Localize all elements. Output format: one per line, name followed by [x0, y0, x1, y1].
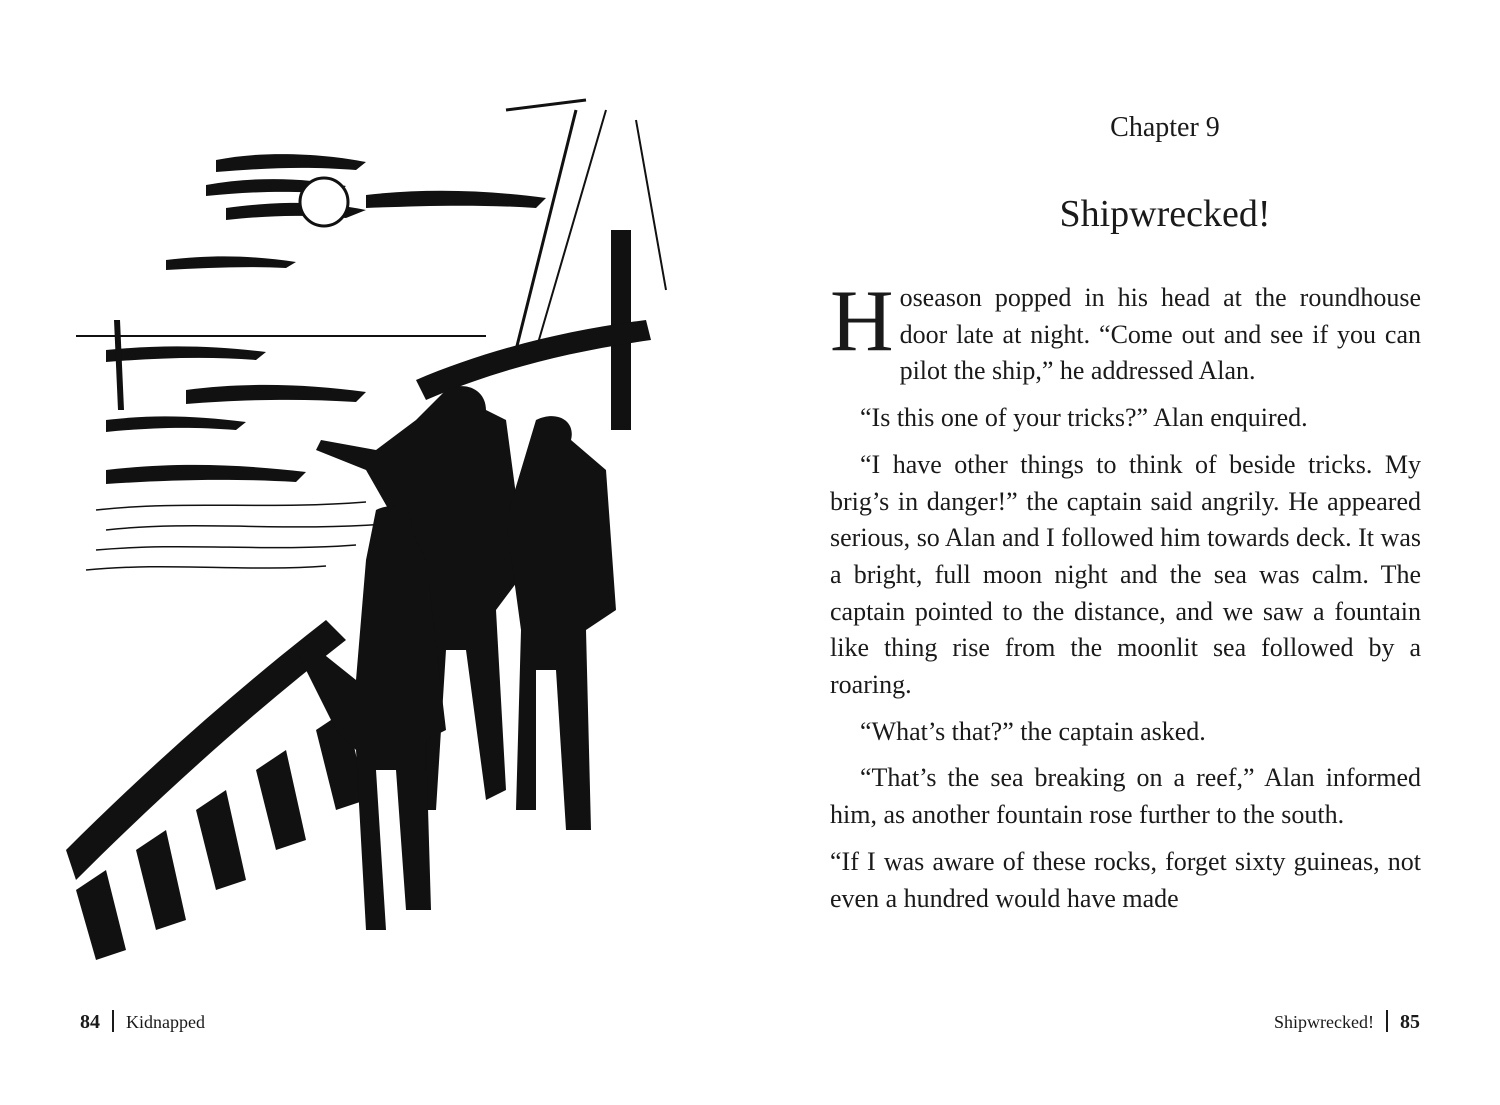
footer-separator: [1386, 1010, 1388, 1032]
reef-fountain: [114, 320, 124, 410]
ship-rigging: [506, 100, 666, 350]
moon: [300, 178, 348, 226]
right-page-footer: [1274, 1010, 1420, 1034]
paragraph-2: “Is this one of your tricks?” Alan enquired.: [860, 403, 1308, 433]
paragraph-4: “What’s that?” the captain asked.: [860, 716, 1206, 746]
ship-deck-illustration: [66, 90, 676, 960]
paragraph-6: “If I was aware of these rocks, forget sixty guineas, not even a hundred would have made: [830, 846, 1421, 913]
paragraph-3: “I have other things to think of beside tricks. My brig’s in danger!” the captain said angrily. He appeared serious, so Alan and I followed him towards deck. It was a bright, full moon night and the sea was calm. The captain pointed to the distance, and we saw a fountain like thing rise from the moonlit sea followed by a roaring.: [830, 449, 1421, 700]
left-page-footer: [80, 1010, 205, 1034]
footer-separator: [112, 1010, 114, 1032]
ship-deck-illustration-svg: [66, 90, 676, 960]
drop-cap: H: [830, 273, 894, 370]
paragraph-5: “That’s the sea breaking on a reef,” Alan informed him, as another fountain rose further to the south.: [830, 763, 1421, 830]
right-running-head: Shipwrecked!: [1274, 1012, 1374, 1032]
paragraph-1: [830, 273, 1421, 390]
chapter-body-text: [830, 273, 1421, 917]
chapter-title: Shipwrecked!: [1059, 193, 1271, 235]
figures-on-deck: [296, 386, 616, 930]
paragraph-1-text: oseason popped in his head at the roundhouse door late at night. “Come out and see if you can pilot the ship,” he addressed Alan.: [899, 283, 1421, 386]
left-running-head: Kidnapped: [126, 1012, 205, 1032]
left-page-number: 84: [80, 1011, 100, 1033]
sea-waves: [86, 502, 386, 570]
right-page-number: 85: [1400, 1011, 1420, 1033]
right-page: [750, 0, 1500, 1105]
chapter-label: Chapter 9: [1110, 112, 1220, 143]
